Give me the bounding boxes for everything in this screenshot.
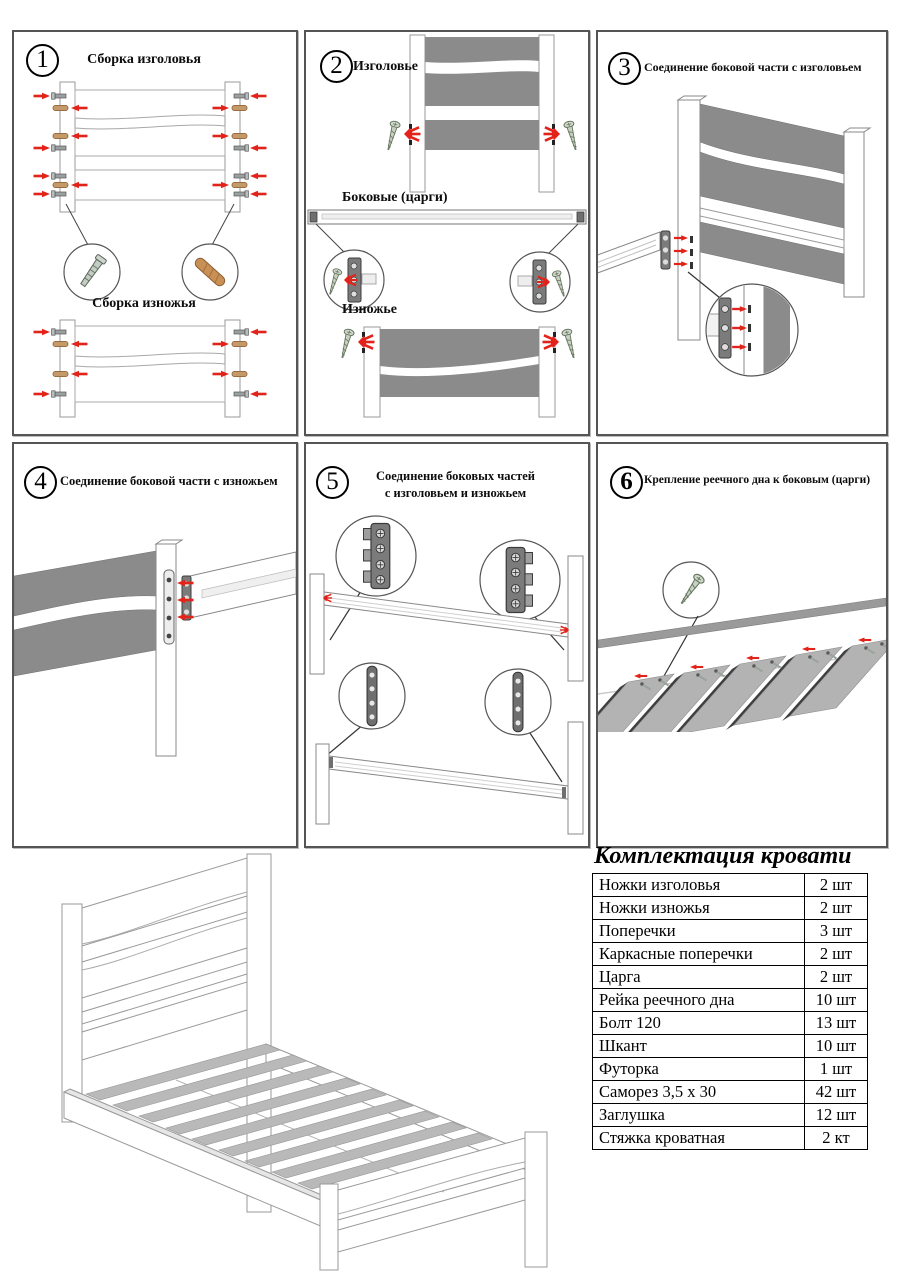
part-name: Ножки изголовья [593,874,805,897]
table-row [593,1081,868,1104]
table-row [593,1127,868,1150]
table-row [593,1012,868,1035]
table-row [593,1104,868,1127]
step2-label-footboard: Изножье [342,302,398,317]
part-qty: 2 шт [805,966,868,989]
side-rail [598,231,670,275]
step1-illustration [14,32,296,434]
table-row [593,966,868,989]
parts-list [592,843,870,1150]
table-row [593,989,868,1012]
step3-title: Соединение боковой части с изголовьем [644,60,862,74]
screw-icon [338,328,355,359]
step2-label-siderails: Боковые (царги) [342,190,448,205]
parts-list-title: Комплектация кровати [594,843,852,869]
plate-icon [513,672,523,731]
step-panel-5 [304,442,590,848]
part-qty: 1 шт [805,1058,868,1081]
step5-illustration [306,444,588,846]
step-panel-3 [596,30,888,436]
bracket-icon [506,548,532,613]
part-qty: 13 шт [805,1012,868,1035]
table-row [593,1035,868,1058]
plate-icon [367,666,377,725]
part-name: Рейка реечного дна [593,989,805,1012]
part-qty: 2 кт [805,1127,868,1150]
part-qty: 2 шт [805,943,868,966]
side-rail [598,598,886,648]
screw-icon [563,120,580,151]
part-name: Болт 120 [593,1012,805,1035]
side-rail [329,756,568,799]
side-rail [308,210,586,224]
step-number-3: 3 [608,52,641,85]
part-qty: 2 шт [805,874,868,897]
step1-title-headboard: Сборка изголовья [87,52,201,67]
step4-illustration [14,444,296,846]
slat-row [598,637,886,757]
step5-title [368,468,543,502]
step-number-2: 2 [320,50,353,83]
step2-label-headboard: Изголовье [353,59,419,74]
part-qty: 10 шт [805,1035,868,1058]
part-name: Стяжка кроватная [593,1127,805,1150]
part-qty: 10 шт [805,989,868,1012]
part-name: Футорка [593,1058,805,1081]
step6-title: Крепление реечного дна к боковым (царги) [644,474,871,486]
step1-title-footboard: Сборка изножья [92,296,196,311]
step-number-1: 1 [26,44,59,77]
step3-illustration [598,32,886,434]
part-qty: 42 шт [805,1081,868,1104]
side-rail [182,552,296,620]
step-number-4: 4 [24,466,57,499]
part-name: Каркасные поперечки [593,943,805,966]
bracket-icon [719,298,731,358]
step2-illustration [306,32,588,434]
part-name: Царга [593,966,805,989]
table-row [593,920,868,943]
part-name: Заглушка [593,1104,805,1127]
table-row [593,897,868,920]
bracket-icon [661,231,670,269]
step-number-5: 5 [316,466,349,499]
part-qty: 12 шт [805,1104,868,1127]
step-panel-4 [12,442,298,848]
step-panel-1 [12,30,298,436]
table-row [593,943,868,966]
part-name: Саморез 3,5 x 30 [593,1081,805,1104]
part-name: Ножки изножья [593,897,805,920]
table-row [593,874,868,897]
part-qty: 2 шт [805,897,868,920]
parts-table [592,873,868,1150]
step6-illustration [598,444,886,846]
part-name: Шкант [593,1035,805,1058]
screw-icon [384,120,401,151]
step-panel-2 [304,30,590,436]
step4-title: Соединение боковой части с изножьем [60,474,278,488]
table-row [593,1058,868,1081]
part-qty: 3 шт [805,920,868,943]
step-number-6: 6 [610,466,643,499]
step5-title-line2: с изголовьем и изножьем [384,486,527,500]
step5-title-line1: Соединение боковых частей [376,469,535,483]
bracket-icon [364,524,390,589]
assembled-bed-figure [20,852,580,1272]
plate-icon [164,570,174,644]
screw-icon [561,328,578,359]
part-name: Поперечки [593,920,805,943]
step-panel-6 [596,442,888,848]
